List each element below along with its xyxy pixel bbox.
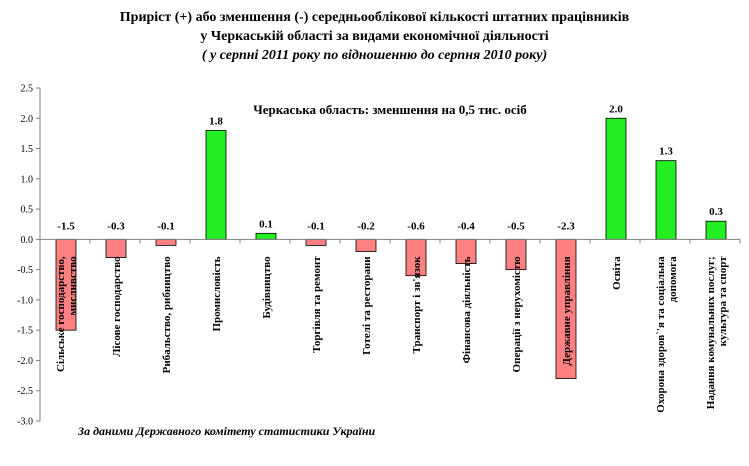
bar bbox=[206, 130, 226, 239]
value-label: -1.5 bbox=[57, 220, 75, 233]
y-tick-label: -1.5 bbox=[17, 325, 33, 337]
category-label: Рибальство, рибництво bbox=[161, 256, 173, 374]
y-tick-label: -3.0 bbox=[17, 416, 33, 428]
category-label: Охорона здоров`'я та соціальна bbox=[655, 256, 667, 413]
y-tick-label: 2.5 bbox=[20, 83, 33, 95]
bar bbox=[256, 233, 276, 239]
value-label: 2.0 bbox=[609, 103, 623, 116]
value-label: -0.6 bbox=[407, 220, 425, 233]
category-label: Лісове господарство bbox=[111, 256, 123, 357]
y-tick-label: 0.0 bbox=[20, 234, 33, 246]
value-label: -0.2 bbox=[357, 220, 375, 233]
y-tick-label: 2.0 bbox=[20, 113, 33, 125]
title-line-2: у Черкаській області за видами економічної діяльності bbox=[200, 29, 549, 44]
bar bbox=[656, 161, 676, 240]
y-tick-label: -1.0 bbox=[17, 295, 33, 307]
bar bbox=[306, 239, 326, 245]
bar bbox=[356, 239, 376, 251]
category-label: Торгівля та ремонт bbox=[311, 256, 323, 353]
category-label: Надання комунальних послуг; bbox=[705, 256, 717, 410]
bar bbox=[106, 239, 126, 257]
category-label: культура та спорт bbox=[717, 256, 729, 347]
value-label: -0.1 bbox=[157, 220, 175, 233]
category-label: допомога bbox=[667, 256, 679, 303]
bar bbox=[706, 221, 726, 239]
category-label: Освіта bbox=[611, 256, 623, 290]
bar bbox=[606, 118, 626, 239]
value-label: -0.3 bbox=[107, 220, 125, 233]
bars bbox=[56, 118, 726, 378]
title-line-1: Приріст (+) або зменшення (-) середньооблікової кількості штатних працівників bbox=[119, 10, 630, 25]
category-label: Будівництво bbox=[261, 256, 273, 319]
category-label: Операції з нерухомістю bbox=[511, 256, 523, 373]
value-label: -0.4 bbox=[457, 220, 475, 233]
y-tick-label: -0.5 bbox=[17, 265, 33, 277]
category-label: Фінансова діяльність bbox=[461, 256, 473, 364]
y-tick-label: 1.0 bbox=[20, 174, 33, 186]
category-label: Державне управління bbox=[561, 256, 573, 366]
category-label: Промисловість bbox=[211, 256, 223, 332]
y-tick-label: 0.5 bbox=[20, 204, 33, 216]
value-label: 1.8 bbox=[209, 115, 223, 128]
value-label: -0.1 bbox=[307, 220, 325, 233]
y-tick-label: -2.0 bbox=[17, 355, 33, 367]
value-label: 0.3 bbox=[709, 206, 723, 219]
y-tick-label: -2.5 bbox=[17, 386, 33, 398]
y-axis bbox=[17, 84, 40, 428]
x-axis bbox=[40, 239, 740, 243]
category-label: мисливство bbox=[67, 256, 79, 316]
value-label: 0.1 bbox=[259, 218, 273, 231]
category-label: Сільське господарство, bbox=[55, 256, 67, 372]
source-note: За даними Державного комітету статистики України bbox=[78, 424, 376, 438]
title-line-3: ( у серпні 2011 року по відношенню до серпня 2010 року) bbox=[201, 48, 548, 63]
value-label: 1.3 bbox=[659, 145, 673, 158]
category-label: Транспорт і зв'язок bbox=[411, 256, 423, 354]
value-label: -2.3 bbox=[557, 220, 575, 233]
bar bbox=[156, 239, 176, 245]
category-label: Готелі та ресторани bbox=[361, 256, 373, 355]
value-label: -0.5 bbox=[507, 220, 525, 233]
y-tick-label: 1.5 bbox=[20, 144, 33, 156]
chart-annotation: Черкаська область: зменшення на 0,5 тис. осіб bbox=[253, 102, 527, 117]
category-labels bbox=[55, 256, 729, 413]
